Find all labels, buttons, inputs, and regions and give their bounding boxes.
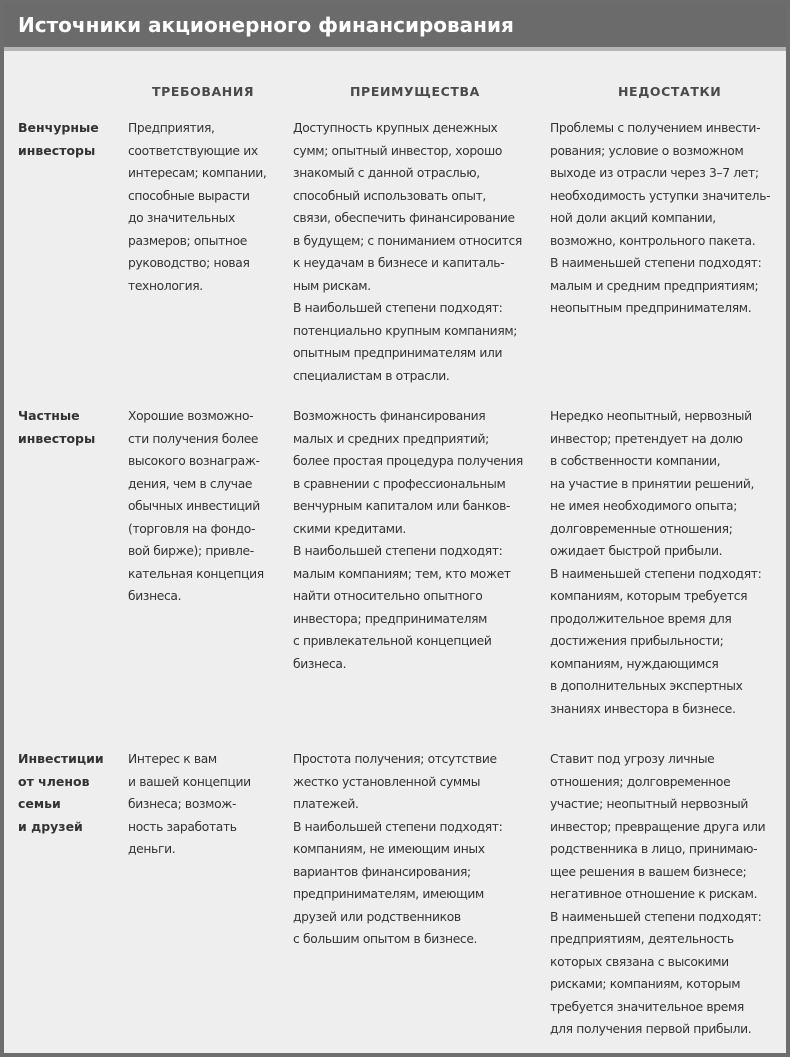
venture-requirements: Предприятия, соответствующие их интересам; компании, способные вырасти до значительных размеров; опытное руководство; новая технология. xyxy=(128,121,267,293)
private-requirements: Хорошие возможно- сти получения более высокого вознаграж- дения, чем в случае обычных инвестиций (торговля на фондо- вой бирже); привле- кательная концепция бизнеса. xyxy=(128,409,264,603)
row-label-venture: Венчурные инвесторы xyxy=(18,120,99,158)
family-requirements: Интерес к вам и вашей концепции бизнеса; возмож- ность заработать деньги. xyxy=(128,752,251,856)
row-label-family: Инвестиции от членов семьи и друзей xyxy=(18,751,104,834)
family-disadvantages: Ставит под угрозу личные отношения; долговременное участие; неопытный нервозный инвестор; превращение друга или родственника в лицо, принимаю- щее решения в вашем бизнесе; негативное отношение к рискам. В наименьшей степени подходят: предприятиям, деятельность которых связана с высокими рисками; компаниям, которым требуется значительное время для получения первой прибыли. xyxy=(550,752,766,1036)
private-disadvantages: Нередко неопытный, нервозный инвестор; претендует на долю в собственности компании, на участие в принятии решений, не имея необходимого опыта; долговременные отношения; ожидает быстрой прибыли. В наименьшей степени подходят: компаниям, которым требуется продолжительное время для достижения прибыльности; компаниям, нуждающимся в дополнительных экспертных знаниях инвестора в бизнесе. xyxy=(550,409,762,716)
private-advantages: Возможность финансирования малых и средних предприятий; более простая процедура получения в сравнении с профессиональным венчурным капиталом или банков- скими кредитами. В наибольшей степени подходят: малым компаниям; тем, кто может найти относительно опытного инвестора; предпринимателям с привлекательной концепцией бизнеса. xyxy=(293,409,523,671)
venture-advantages: Доступность крупных денежных сумм; опытный инвестор, хорошо знакомый с данной отраслью, способный использовать опыт, связи, обеспечить финансирование в будущем; с пониманием относится к неудачам в бизнесе и капиталь- ным рискам. В наибольшей степени подходят: потенциально крупным компаниям; опытным предпринимателям или специалистам в отрасли. xyxy=(293,121,522,383)
header-advantages: ПРЕИМУЩЕСТВА xyxy=(350,84,480,99)
row-label-private: Частные инвесторы xyxy=(18,408,96,446)
title-bar xyxy=(4,4,786,51)
family-advantages: Простота получения; отсутствие жестко установленной суммы платежей. В наибольшей степени подходят: компаниям, не имеющим иных вариантов финансирования; предпринимателям, имеющим друзей или родственников с большим опытом в бизнесе. xyxy=(293,752,503,946)
page-title: Источники акционерного финансирования xyxy=(18,13,514,37)
venture-disadvantages: Проблемы с получением инвести- рования; условие о возможном выходе из отрасли через 3–7 лет; необходимость уступки значитель- ной доли акций компании, возможно, контрольного пакета. В наименьшей степени подходят: малым и средним предприятиям; неопытным предпринимателям. xyxy=(550,121,771,315)
header-disadvantages: НЕДОСТАТКИ xyxy=(618,84,722,99)
header-requirements: ТРЕБОВАНИЯ xyxy=(152,84,255,99)
